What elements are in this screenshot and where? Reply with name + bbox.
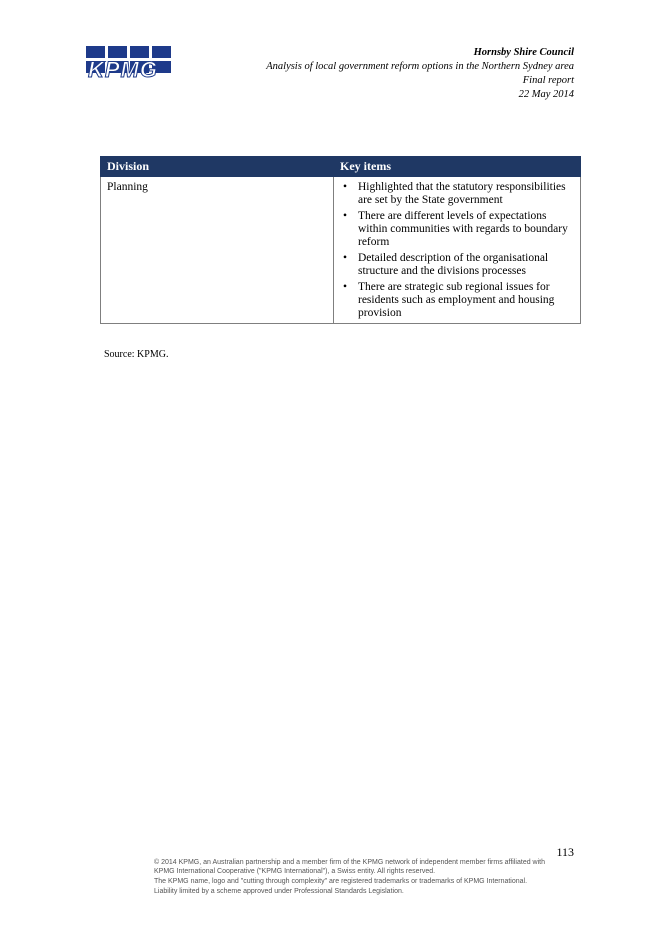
source-note: Source: KPMG. bbox=[104, 349, 169, 360]
list-item: • Highlighted that the statutory responsibilities are set by the State government bbox=[340, 181, 574, 207]
report-date: 22 May 2014 bbox=[518, 89, 574, 100]
key-items-table bbox=[100, 156, 581, 324]
footer-trademark: The KPMG name, logo and "cutting through complexity" are registered trademarks or trademarks of KPMG International. bbox=[154, 878, 528, 885]
footer-liability: Liability limited by a scheme approved under Professional Standards Legislation. bbox=[154, 888, 404, 895]
kpmg-logo bbox=[86, 46, 172, 80]
document-header bbox=[266, 46, 574, 102]
table-row bbox=[101, 177, 581, 324]
legal-footer bbox=[154, 858, 554, 897]
list-item: • Detailed description of the organisational structure and the divisions processes bbox=[340, 252, 574, 278]
division-cell: Planning bbox=[101, 177, 334, 324]
key-items-cell bbox=[334, 177, 581, 324]
column-header-key-items: Key items bbox=[334, 157, 581, 177]
list-item: • There are strategic sub regional issues for residents such as employment and housing provision bbox=[340, 281, 574, 320]
report-status: Final report bbox=[522, 75, 574, 86]
client-name: Hornsby Shire Council bbox=[473, 47, 574, 58]
footer-copyright: © 2014 KPMG, an Australian partnership and a member firm of the KPMG network of independent member firms affiliated with KPMG International Cooperative ("KPMG International"), a Swiss entity. All rights reserved. bbox=[154, 859, 545, 875]
logo-text: KPMG bbox=[88, 57, 158, 82]
list-item: • There are different levels of expectations within communities with regards to boundary reform bbox=[340, 210, 574, 249]
column-header-division: Division bbox=[101, 157, 334, 177]
table-header-row bbox=[101, 157, 581, 177]
page-number: 113 bbox=[556, 845, 574, 859]
report-title: Analysis of local government reform options in the Northern Sydney area bbox=[266, 61, 574, 72]
key-items-list bbox=[340, 181, 574, 320]
